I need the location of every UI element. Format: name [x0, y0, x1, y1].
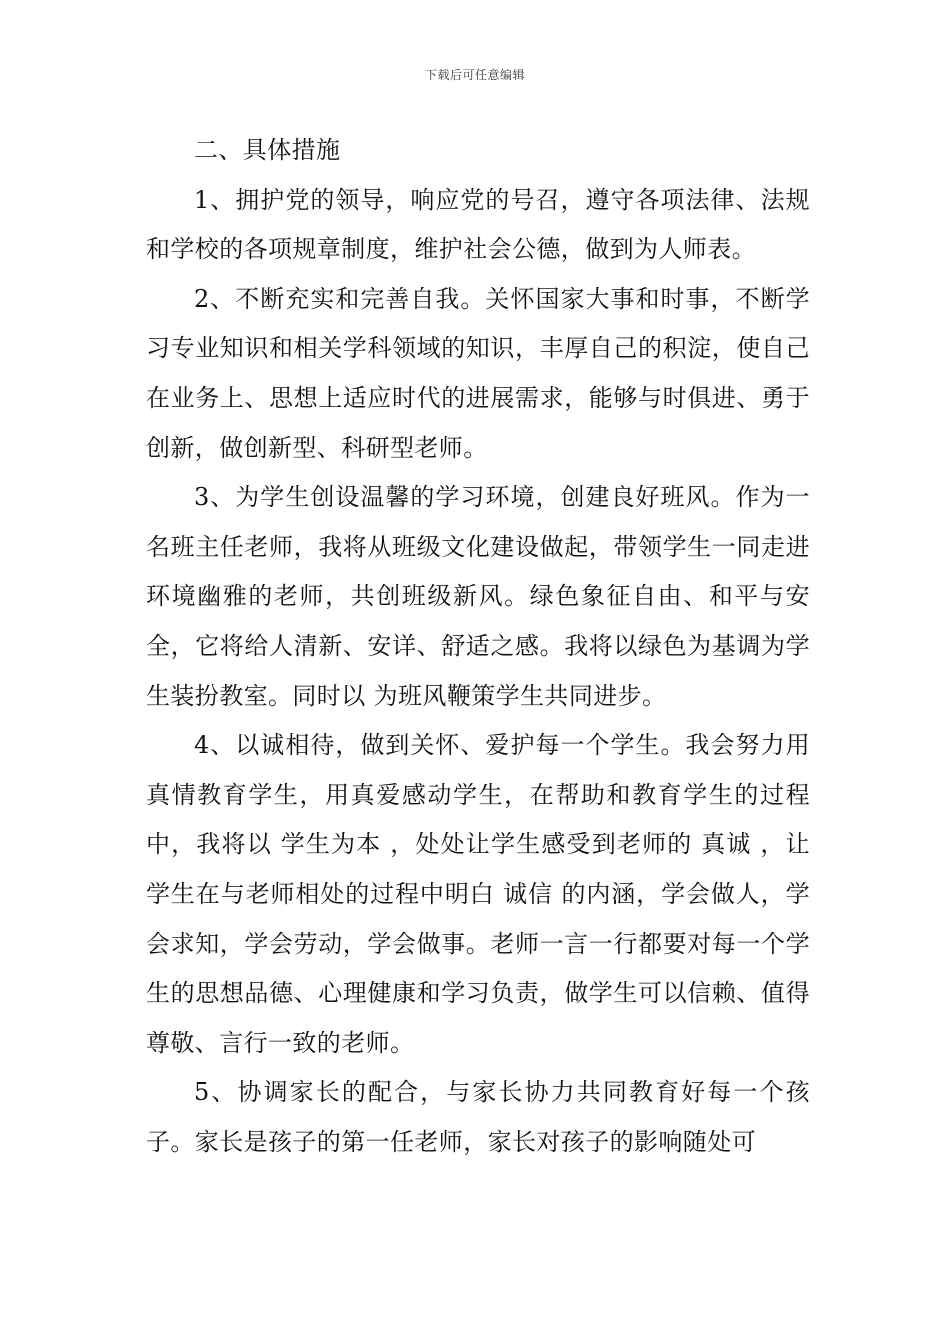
- header-note: 下载后可任意编辑: [424, 68, 525, 82]
- paragraph-5: 5、协调家长的配合，与家长协力共同教育好每一个孩子。家长是孩子的第一任老师，家长对孩子的影响随处可: [146, 1078, 810, 1156]
- paragraph-4: 4、以诚相待，做到关怀、爱护每一个学生。我会努力用真情教育学生，用真爱感动学生，在帮助和教育学生的过程中，我将以 学生为本 ，处处让学生感受到老师的 真诚 ，让学生在与老师相处的过程中明白 诚信 的内涵，学会做人，学会求知，学会劳动，学会做事。老师一言一行都要对每一个学生的思想品德、心理健康和学习负责，做学生可以信赖、值得尊敬、言行一致的老师。: [146, 731, 810, 1057]
- section-heading: 二、具体措施: [194, 136, 341, 164]
- document-body: [146, 126, 810, 1167]
- paragraph-1: 1、拥护党的领导，响应党的号召，遵守各项法律、法规和学校的各项规章制度，维护社会公德，做到为人师表。: [146, 185, 810, 264]
- paragraph-2: 2、不断充实和完善自我。关怀国家大事和时事，不断学习专业知识和相关学科领域的知识，丰厚自己的积淀，使自己在业务上、思想上适应时代的进展需求，能够与时俱进、勇于创新，做创新型、科研型老师。: [146, 284, 810, 462]
- paragraph-3: 3、为学生创设温馨的学习环境，创建良好班风。作为一名班主任老师，我将从班级文化建设做起，带领学生一同走进环境幽雅的老师，共创班级新风。绿色象征自由、和平与安全，它将给人清新、安详、舒适之感。我将以绿色为基调为学生装扮教室。同时以 为班风鞭策学生共同进步。: [146, 483, 810, 710]
